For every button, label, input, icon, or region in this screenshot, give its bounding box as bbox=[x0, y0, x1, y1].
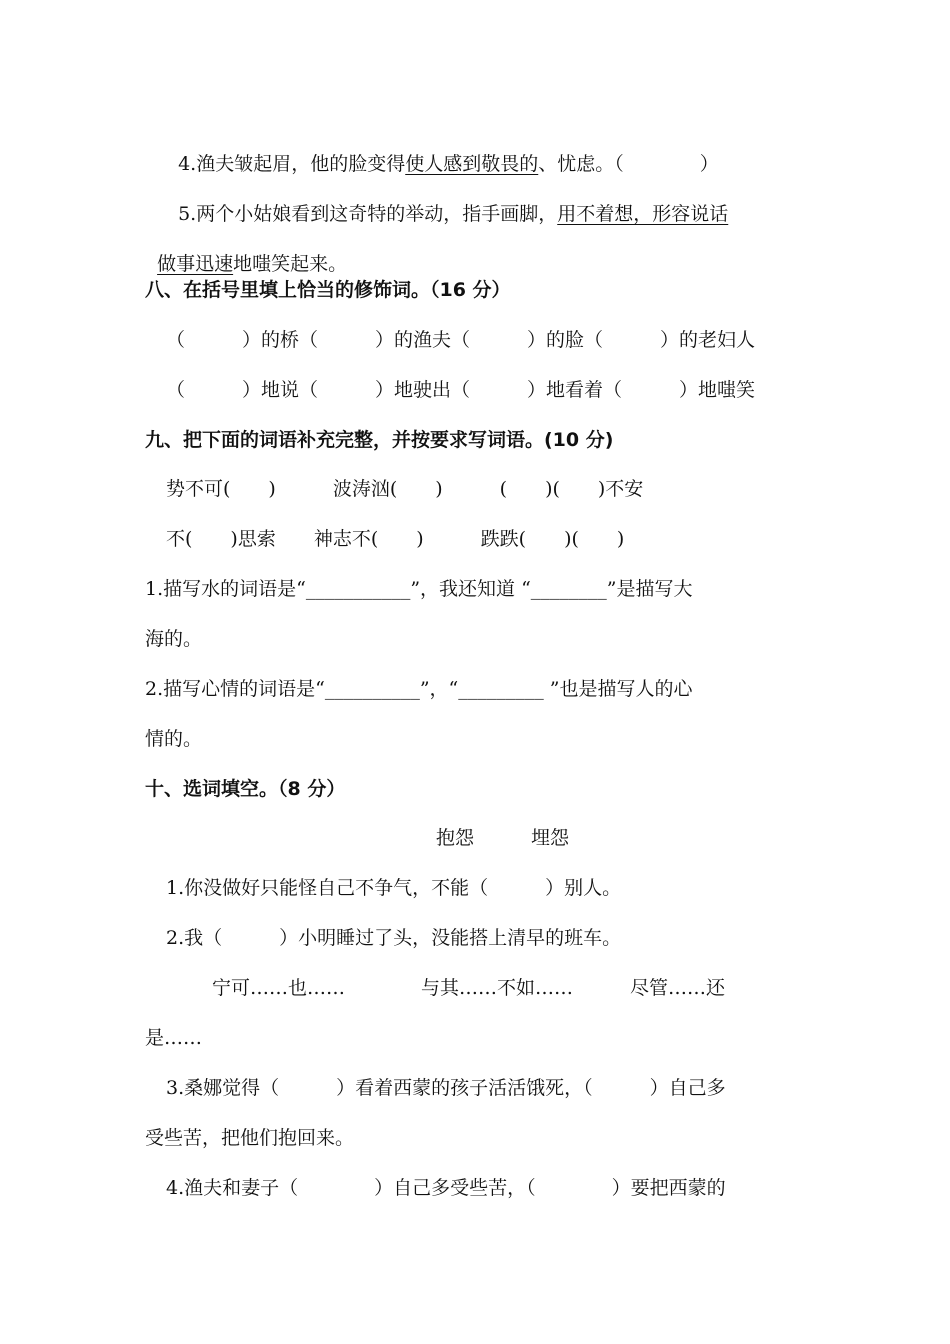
item-5-underlined: 用不着想，形容说话 bbox=[557, 203, 729, 225]
section-10-sentence-3: 3.桑娜觉得（ ）看着西蒙的孩子活活饿死，（ ）自己多 bbox=[166, 1077, 726, 1099]
section-9-sentence-1-cont: 海的。 bbox=[145, 628, 203, 650]
section-10-sentence-3-cont: 受些苦，把他们抱回来。 bbox=[145, 1127, 355, 1149]
section-10-sentence-4: 4.渔夫和妻子（ ）自己多受些苦，（ ）要把西蒙的 bbox=[166, 1177, 726, 1199]
section-9-row-2: 不( )思索 神志不( ) 跌跌( )( ) bbox=[166, 528, 625, 550]
section-10-word-choices-2-cont: 是…… bbox=[145, 1027, 203, 1049]
section-8-row-2: （ ）地说（ ）地驶出（ ）地看着（ ）地嗤笑 bbox=[166, 379, 756, 401]
section-10-sentence-1: 1.你没做好只能怪自己不争气，不能（ ）别人。 bbox=[166, 877, 622, 899]
item-5-text-a: 5.两个小姑娘看到这奇特的举动，指手画脚， bbox=[178, 203, 558, 225]
section-9-sentence-1: 1.描写水的词语是“___________”，我还知道 “________”是描写大 bbox=[145, 578, 693, 600]
item-4-underlined: 使人感到敬畏的 bbox=[405, 153, 539, 175]
item-4-text-b: 、忧虑。（ ） bbox=[538, 153, 719, 175]
section-10-sentence-2: 2.我（ ）小明睡过了头，没能搭上清早的班车。 bbox=[166, 927, 622, 949]
item-4-text-a: 4.渔夫皱起眉，他的脸变得 bbox=[178, 153, 406, 175]
section-9-sentence-2: 2.描写心情的词语是“__________”，“_________ ”也是描写人的心 bbox=[145, 678, 693, 700]
section-9-row-1: 势不可( ) 波涛汹( ) ( )( )不安 bbox=[166, 478, 644, 500]
item-5-text-b: 地嗤笑起来。 bbox=[233, 253, 348, 275]
section-10-word-choices-1: 抱怨 埋怨 bbox=[436, 827, 570, 849]
question-7-item-4 bbox=[166, 128, 719, 176]
section-8-row-1: （ ）的桥（ ）的渔夫（ ）的脸（ ）的老妇人 bbox=[166, 329, 756, 351]
question-7-item-5 bbox=[166, 178, 728, 226]
question-7-item-5-cont bbox=[145, 228, 347, 276]
section-8-heading: 八、在括号里填上恰当的修饰词。（16 分） bbox=[145, 279, 511, 301]
section-9-heading: 九、把下面的词语补充完整，并按要求写词语。(10 分) bbox=[145, 429, 614, 451]
section-10-heading: 十、选词填空。（8 分） bbox=[145, 778, 346, 800]
item-5-underlined-cont: 做事迅速 bbox=[157, 253, 234, 275]
section-9-sentence-2-cont: 情的。 bbox=[145, 728, 203, 750]
section-10-word-choices-2: 宁可……也…… 与其……不如…… 尽管……还 bbox=[212, 977, 726, 999]
